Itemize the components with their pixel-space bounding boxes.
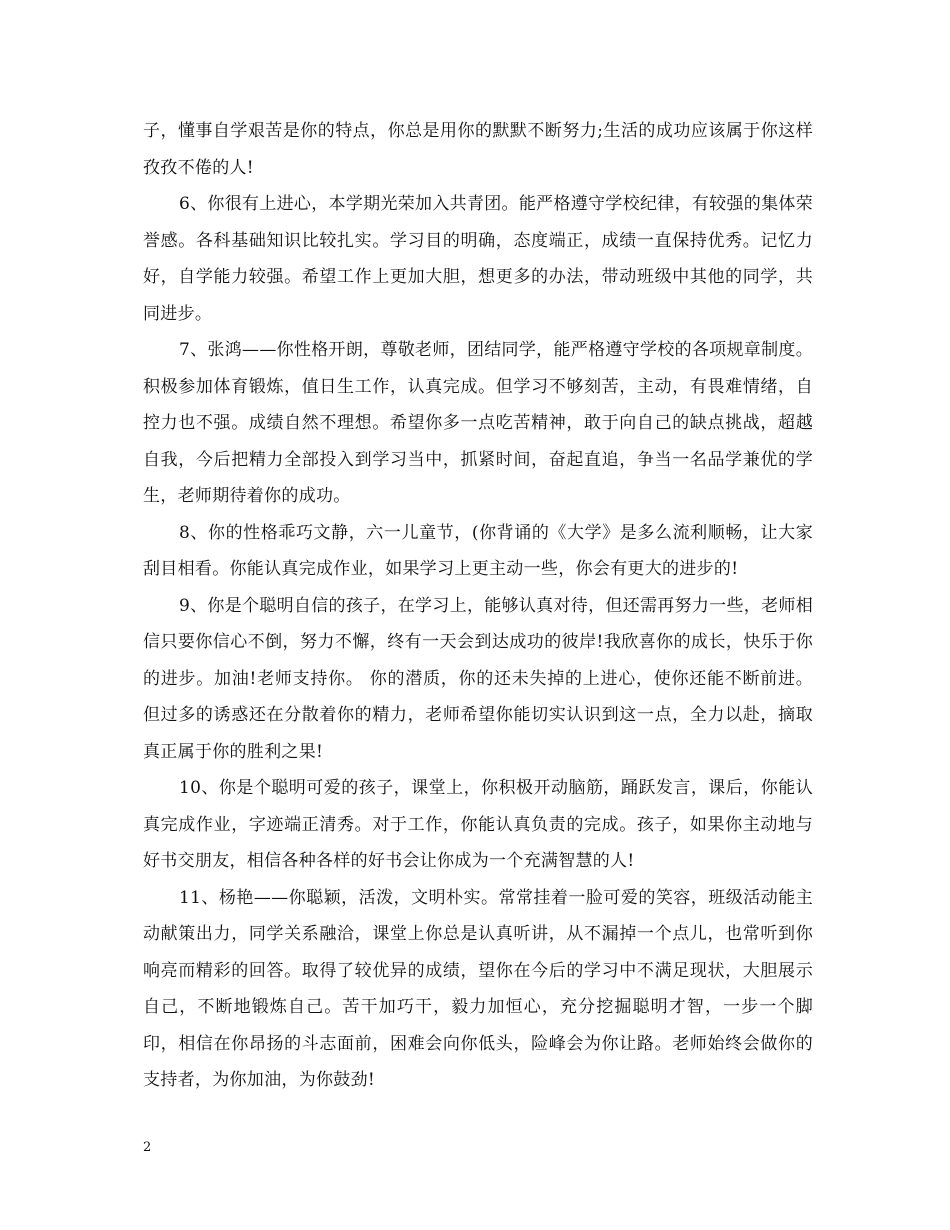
- paragraph-comment-11: 11、杨艳——你聪颖，活泼，文明朴实。常常挂着一脸可爱的笑容，班级活动能主动献策出力，同学关系融洽，课堂上你总是认真听讲，从不漏掉一个点儿，也常听到你响亮而精彩的回答。取得了较优异的成绩，望你在今后的学习中不满足现状，大胆展示自己，不断地锻炼自己。苦干加巧干，毅力加恒心，充分挖掘聪明才智，一步一个脚印，相信在你昂扬的斗志面前，困难会向你低头，险峰会为你让路。老师始终会做你的支持者，为你加油，为你鼓劲!: [143, 887, 813, 1090]
- page-number: 2: [143, 1140, 152, 1155]
- paragraph-comment-10: 10、你是个聪明可爱的孩子，课堂上，你积极开动脑筋，踊跃发言，课后，你能认真完成作业，字迹端正清秀。对于工作，你能认真负责的完成。孩子，如果你主动地与好书交朋友，相信各种各样的好书会让你成为一个充满智慧的人!: [143, 778, 813, 871]
- paragraph-comment-6: 6、你很有上进心，本学期光荣加入共青团。能严格遵守学校纪律，有较强的集体荣誉感。各科基础知识比较扎实。学习目的明确，态度端正，成绩一直保持优秀。记忆力好，自学能力较强。希望工作上更加大胆，想更多的办法，带动班级中其他的同学，共同进步。: [143, 194, 813, 324]
- paragraph-continuation: 子，懂事自学艰苦是你的特点，你总是用你的默默不断努力;生活的成功应该属于你这样孜孜不倦的人!: [143, 121, 813, 178]
- paragraph-comment-7: 7、张鸿——你性格开朗，尊敬老师，团结同学，能严格遵守学校的各项规章制度。积极参加体育锻炼，值日生工作，认真完成。但学习不够刻苦，主动，有畏难情绪，自控力也不强。成绩自然不理想。希望你多一点吃苦精神，敢于向自己的缺点挑战，超越自我，今后把精力全部投入到学习当中，抓紧时间，奋起直追，争当一名品学兼优的学生，老师期待着你的成功。: [143, 340, 813, 506]
- document-body: [143, 113, 813, 1099]
- paragraph-comment-8: 8、你的性格乖巧文静，六一儿童节，(你背诵的《大学》是多么流利顺畅，让大家刮目相看。你能认真完成作业，如果学习上更主动一些，你会有更大的进步的!: [143, 522, 813, 579]
- paragraph-comment-9: 9、你是个聪明自信的孩子，在学习上，能够认真对待，但还需再努力一些，老师相信只要你信心不倒，努力不懈，终有一天会到达成功的彼岸!我欣喜你的成长，快乐于你的进步。加油!老师支持你。 你的潜质，你的还未失掉的上进心，使你还能不断前进。但过多的诱惑还在分散着你的精力，老师希望你能切实认识到这一点，全力以赴，摘取真正属于你的胜利之果!: [143, 595, 813, 762]
